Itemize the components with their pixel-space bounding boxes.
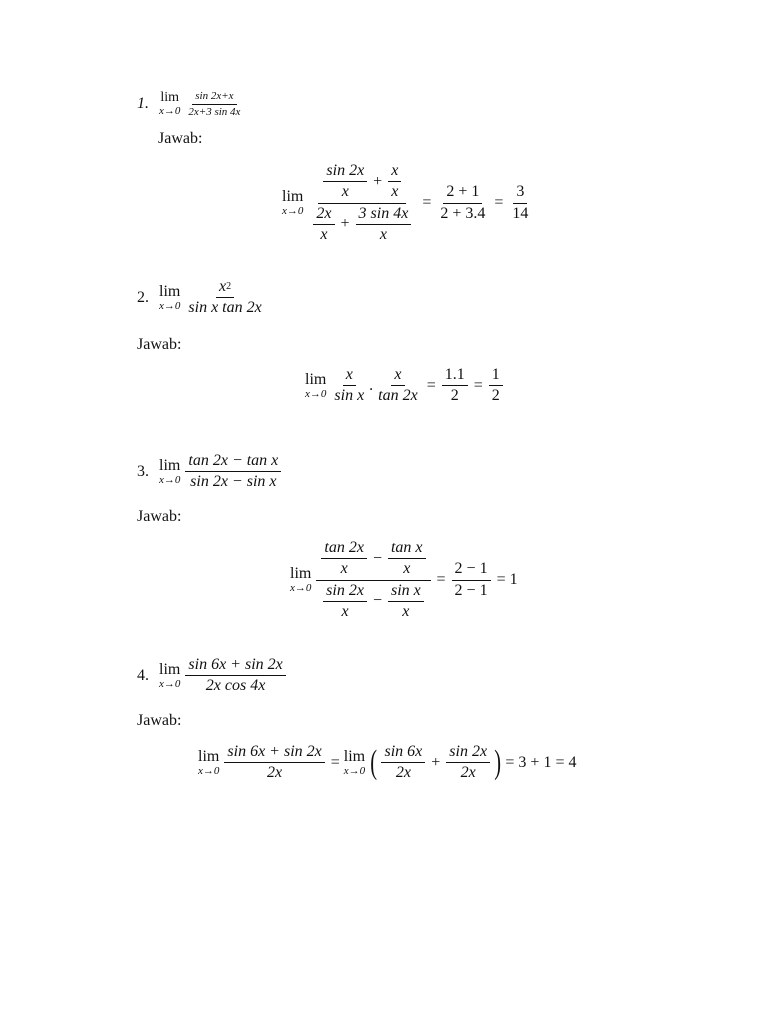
fraction: $\frac{\sin 6x + \sin 2x}{\text{2x cos 4x}}$ bbox=[185, 656, 285, 696]
result-value: = 3 + 1 = 4 bbox=[505, 753, 577, 771]
fraction: $\frac{\text{tan 2x − tan x}}{\text{sin 2x − sin x}}$ bbox=[185, 452, 281, 492]
problem-3 bbox=[137, 452, 283, 492]
solution-4: lim x→0 $\frac{\sin 6x + \sin 2x}{2x}$ = lim x→0 ( $\frac{\sin 6x}{2x}$ + $\frac{\sin 2x}{2x}$ ) = 3 + 1 = 4 bbox=[198, 743, 577, 782]
solution-1: lim x→0 $\frac{\sin 2x}{x}$ + $\frac{x}{x}$ $\frac{2x}{x}$ + $\frac{3 \sin 4x}{x}$ = $\frac{2 + 1}{2 + 3.4}$ = $\frac{3}{14}$ bbox=[282, 162, 533, 245]
fraction: $\frac{\sin 2x}{x}$ bbox=[323, 162, 367, 202]
limit-operator: lim x→0 bbox=[159, 282, 181, 312]
fraction: $\frac{x}{\text{sin x}}$ bbox=[334, 366, 365, 405]
solution-2: lim x→0 $\frac{x}{\text{sin x}}$ . $\frac{x}{\tan 2x}$ = $\frac{1.1}{2}$ = $\frac{1}{2}$ bbox=[305, 366, 505, 406]
limit-operator: lim x→0 bbox=[282, 188, 304, 218]
fraction: x 2 sin x tan 2x bbox=[188, 278, 262, 317]
compound-fraction: $\frac{\tan 2x}{x}$ − $\frac{\text{tan x}}{x}$ $\frac{\sin 2x}{x}$ − $\frac{\text{sin x}}{x}$ bbox=[316, 539, 430, 622]
problem-number: 2. bbox=[137, 288, 149, 306]
solution-3: lim x→0 $\frac{\tan 2x}{x}$ − $\frac{\text{tan x}}{x}$ $\frac{\sin 2x}{x}$ − $\frac{\text{sin x}}{x}$ = $\frac{2 - 1}{2 - 1}$ = 1 bbox=[290, 539, 518, 621]
fraction: $\frac{\tan 2x}{x}$ bbox=[321, 539, 367, 579]
fraction: $\frac{\sin 2x+x}{2x+3 \sin 4x}$ bbox=[188, 90, 241, 118]
fraction: $\frac{2 - 1}{2 - 1}$ bbox=[452, 560, 491, 600]
fraction: $\frac{\text{tan x}}{x}$ bbox=[388, 539, 426, 579]
fraction: $\frac{\text{sin x}}{x}$ bbox=[388, 582, 424, 622]
fraction: $\frac{\sin 6x + \sin 2x}{2x}$ bbox=[224, 743, 324, 783]
limit-operator: lim x→0 bbox=[305, 370, 327, 400]
fraction: $\frac{x}{x}$ bbox=[388, 162, 401, 202]
problem-number: 4. bbox=[137, 666, 149, 684]
answer-label: Jawab: bbox=[137, 336, 182, 353]
limit-operator: lim x→0 bbox=[343, 747, 366, 777]
fraction: $\frac{1.1}{2}$ bbox=[442, 366, 468, 406]
fraction: $\frac{\sin 2x}{x}$ bbox=[323, 582, 367, 622]
fraction: $\frac{x}{\tan 2x}$ bbox=[378, 366, 418, 405]
limit-operator: lim x→0 bbox=[290, 565, 312, 595]
fraction: $\frac{\sin 2x}{2x}$ bbox=[446, 743, 490, 783]
problem-number: 3. bbox=[137, 462, 149, 480]
fraction: $\frac{\sin 6x}{2x}$ bbox=[381, 743, 425, 783]
answer-label: Jawab: bbox=[137, 508, 182, 525]
fraction: $\frac{2x}{x}$ bbox=[313, 205, 334, 245]
limit-operator: lim x→0 bbox=[198, 747, 220, 777]
fraction: $\frac{3 \sin 4x}{x}$ bbox=[356, 205, 412, 245]
answer-label: Jawab: bbox=[137, 712, 182, 729]
answer-label: Jawab: bbox=[158, 130, 203, 147]
limit-operator: lim x→0 bbox=[159, 456, 181, 486]
limit-operator: lim x→0 bbox=[159, 90, 181, 118]
problem-1 bbox=[137, 90, 245, 118]
problem-4 bbox=[137, 656, 288, 696]
limit-operator: lim x→0 bbox=[159, 660, 181, 690]
result-value: 1 bbox=[509, 571, 518, 589]
compound-fraction: $\frac{\sin 2x}{x}$ + $\frac{x}{x}$ $\frac{2x}{x}$ + $\frac{3 \sin 4x}{x}$ bbox=[308, 162, 416, 245]
fraction: $\frac{3}{14}$ bbox=[512, 183, 529, 222]
problem-2 bbox=[137, 278, 267, 318]
fraction: $\frac{2 + 1}{2 + 3.4}$ bbox=[440, 183, 486, 222]
fraction: $\frac{1}{2}$ bbox=[489, 366, 503, 406]
problem-number: 1. bbox=[137, 95, 149, 113]
